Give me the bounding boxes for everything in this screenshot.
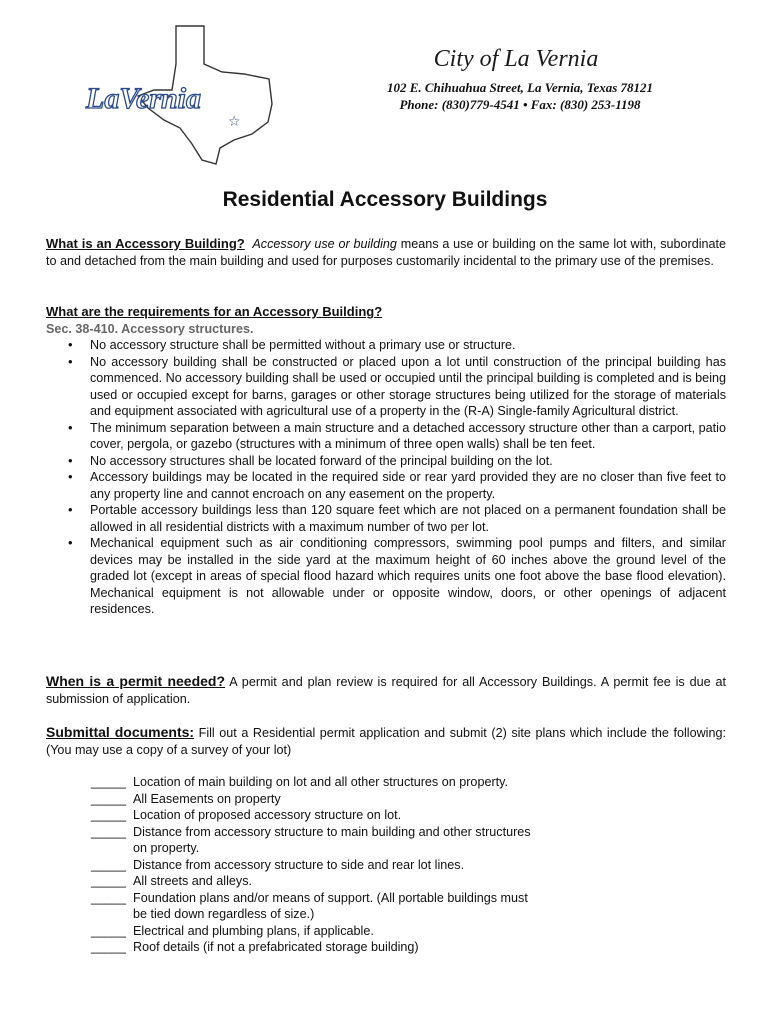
logo-wordmark: LaVernia: [86, 82, 202, 115]
checklist-item: [91, 824, 591, 841]
checklist-text: All streets and alleys.: [133, 874, 252, 888]
what-is-section: [46, 236, 726, 269]
requirements-list: [46, 337, 726, 618]
checklist-blank: _____: [91, 923, 127, 938]
checklist-text: Location of main building on lot and all other structures on property.: [133, 775, 509, 789]
submittal-section: [46, 724, 726, 758]
checklist-item: [91, 890, 591, 907]
city-contact: Phone: (830)779-4541 • Fax: (830) 253-1198: [399, 97, 641, 112]
checklist-continuation: on property.: [133, 841, 200, 855]
city-address-block: [350, 79, 690, 113]
permit-section: [46, 673, 726, 707]
checklist-item: [91, 923, 591, 940]
star-icon: ☆: [228, 114, 241, 130]
checklist-text: Location of proposed accessory structure on lot.: [133, 808, 402, 822]
list-item: • No accessory building shall be constructed or placed upon a lot until construction of the principal building has commenced. No accessory building shall be used or occupied until the principal building is completed and is being used or occupied except for barns, garages or other storage structures being utilized for the storage of materials and equipment associated with agricultural use of a property in the (R-A) Single-family Agricultural district.: [90, 354, 726, 420]
checklist-text: All Easements on property: [133, 791, 281, 806]
checklist-item: [91, 873, 591, 890]
checklist-blank: _____: [91, 890, 127, 905]
checklist-text: Electrical and plumbing plans, if applicable.: [133, 923, 374, 938]
checklist-blank: _____: [91, 824, 127, 839]
checklist-text: Foundation plans and/or means of support. (All portable buildings must: [133, 890, 528, 905]
list-item: • No accessory structures shall be located forward of the principal building on the lot.: [90, 453, 726, 470]
permit-heading: When is a permit needed?: [46, 673, 226, 689]
requirements-section: [46, 304, 726, 618]
checklist-item: [91, 939, 591, 956]
checklist-blank: _____: [91, 808, 127, 822]
city-logo: [84, 24, 304, 166]
list-item: • The minimum separation between a main structure and a detached accessory structure other than a carport, patio cover, pergola, or gazebo (structures with a minimum of three open walls) shall be ten feet.: [90, 420, 726, 453]
submittal-checklist: [91, 774, 591, 956]
city-name: City of La Vernia: [433, 46, 599, 72]
what-is-term: Accessory use or building: [252, 237, 397, 251]
list-item: • Accessory buildings may be located in the required side or rear yard provided they are no closer than five feet to any property line and cannot encroach on any easement on the property.: [90, 469, 726, 502]
checklist-text: Distance from accessory structure to side and rear lot lines.: [133, 857, 465, 872]
list-item: • No accessory structure shall be permitted without a primary use or structure.: [90, 337, 726, 354]
list-item: • Mechanical equipment such as air conditioning compressors, swimming pool pumps and filters, and similar devices may be installed in the side yard at the maximum height of 60 inches above the ground level of the graded lot (except in areas of special flood hazard which requires units one foot above the base flood elevation). Mechanical equipment is not allowable under or opposite window, doors, or other openings of adjacent residences.: [90, 535, 726, 618]
submittal-heading: Submittal documents:: [46, 724, 195, 740]
checklist-blank: _____: [91, 857, 127, 872]
checklist-continuation: be tied down regardless of size.): [133, 907, 315, 921]
checklist-item: [91, 791, 591, 808]
checklist-blank: _____: [91, 775, 127, 789]
list-item: • Portable accessory buildings less than 120 square feet which are not placed on a permanent foundation shall be allowed in all residential districts with a maximum number of two per lot.: [90, 502, 726, 535]
submittal-text: Fill out a Residential permit application and submit (2) site plans which include the following: (You may use a copy of a survey of your lot): [46, 726, 726, 757]
city-address: 102 E. Chihuahua Street, La Vernia, Texas 78121: [386, 80, 654, 95]
what-is-heading: What is an Accessory Building?: [46, 236, 245, 251]
texas-map-icon: [84, 24, 304, 166]
requirements-section-ref: Sec. 38-410. Accessory structures.: [46, 321, 254, 336]
what-is-text: means a use or building on the same lot with, subordinate to and detached from the main building and used for purposes customarily incidental to the primary use of the premises.: [46, 237, 727, 268]
page-title: Residential Accessory Buildings: [222, 188, 548, 211]
checklist-text: Distance from accessory structure to main building and other structures: [133, 824, 531, 839]
checklist-blank: _____: [91, 874, 127, 888]
requirements-heading: What are the requirements for an Accessory Building?: [46, 304, 383, 319]
checklist-blank: _____: [91, 940, 127, 954]
permit-text: A permit and plan review is required for all Accessory Buildings. A permit fee is due at submission of application.: [46, 675, 727, 706]
checklist-text: Roof details (if not a prefabricated storage building): [133, 940, 419, 954]
checklist-blank: _____: [91, 791, 127, 806]
checklist-item: [91, 807, 591, 824]
checklist-item: [91, 857, 591, 874]
checklist-item: [91, 774, 591, 791]
